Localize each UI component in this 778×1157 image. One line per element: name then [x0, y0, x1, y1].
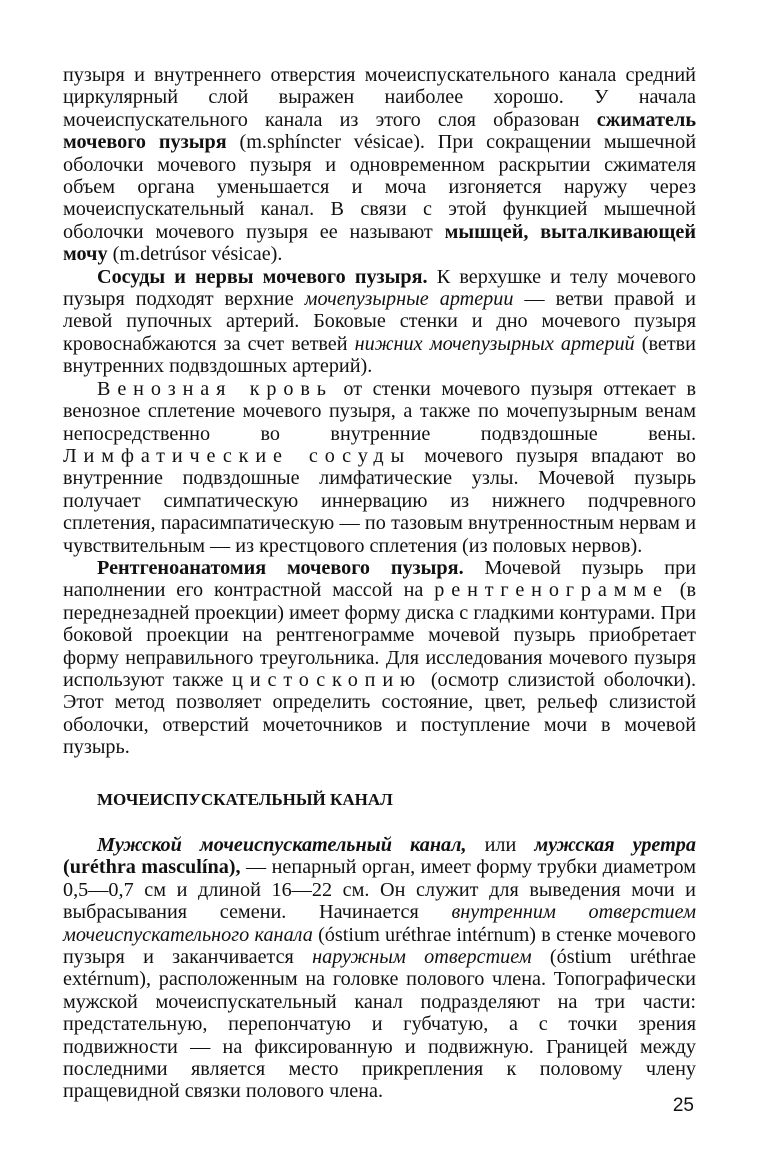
term-radiograph: рентгенограмме [434, 579, 669, 602]
term-detrusor: мышцей, выталкивающей мочу [63, 220, 696, 266]
page-number: 25 [672, 1095, 694, 1116]
paragraph-vessels-nerves: Сосуды и нервы мочевого пузыря. К верхушке и телу мочевого пузыря подходят верхние мочепузырные артерии — ветви правой и левой пупочных артерий. Боковые стенки и дно мочевого пузыря кровоснабжаются за счет ветвей нижних мочепузырных артерий (ветви внутренних подвздошных артерий). [63, 265, 696, 378]
term-urethra-masculina: (uréthra masculína), [63, 856, 241, 879]
body-text [63, 64, 696, 759]
paragraph-bladder-muscle: пузыря и внутреннего отверстия мочеиспускательного канала средний циркулярный слой выражен наиболее хорошо. У начала мочеиспускательного канала из этого слоя образован сжиматель мочевого пузыря (m.sphíncter vésicae). При сокращении мышечной оболочки мочевого пузыря и одновременном раскрытии сжимателя объем органа уменьшается и моча изгоняется наружу через мочеиспускательный канал. В связи с этой функцией мышечной оболочки мочевого пузыря ее называют мышцей, выталкивающей мочу (m.detrúsor vésicae). [63, 64, 697, 266]
paragraph-male-urethra: Мужской мочеиспускательный канал, или мужская уретра (uréthra masculína), — непарный орган, имеет форму трубки диаметром 0,5—0,7 см и длиной 16—22 см. Он служит для выведения мочи и выбрасывания семени. Начинается внутренним отверстием мочеиспускательного канала (óstium uréthrae intérnum) в стенке мочевого пузыря и заканчивается наружным отверстием (óstium uréthrae extérnum), расположенным на головке полового члена. Топографически мужской мочеиспускательный канал подразделяют на три части: предстательную, перепончатую и губчатую, а с точки зрения подвижности — на фиксированную и подвижную. Границей между последними является место прикрепления к половому члену пращевидной связки полового члена. [63, 834, 697, 1103]
term-internal-orifice: внутренним отверстием мочеиспускательного канала [63, 901, 696, 946]
section-heading: МОЧЕИСПУСКАТЕЛЬНЫЙ КАНАЛ [97, 790, 393, 809]
subheading-vessels: Сосуды и нервы мочевого пузыря. [97, 265, 428, 288]
term-external-orifice: наружным отверстием [312, 946, 532, 969]
term-lymph-vessels: Лимфатические сосуды [63, 444, 412, 467]
body-text-urethra [63, 834, 696, 1103]
term-male-urethral-canal: Мужской мочеиспускательный канал, [97, 834, 467, 856]
paragraph-xray-anatomy: Рентгеноанатомия мочевого пузыря. Мочевой пузырь при наполнении его контрастной массой на рентгенограмме (в переднезадней проекции) имеет форму диска с гладкими контурами. При боковой проекции на рентгенограмме мочевой пузырь приобретает форму неправильного треугольника. Для исследования мочевого пузыря используют также цистоскопию (осмотр слизистой оболочки). Этот метод позволяет определить состояние, цвет, рельеф слизистой оболочки, отверстий мочеточников и поступление мочи в мочевой пузырь. [63, 556, 697, 759]
term-superior-arteries: мочепузырные артерии [304, 288, 514, 311]
term-venous-blood: Венозная кровь [97, 377, 333, 400]
term-male-urethra: мужская уретра [534, 834, 696, 856]
subheading-xray: Рентгеноанатомия мочевого пузыря. [97, 556, 464, 579]
term-cystoscopy: цистоскопию [232, 668, 422, 691]
term-inferior-arteries: нижних мочепузырных артерий [354, 332, 635, 355]
term-sphincter: сжиматель мочевого пузыря [63, 108, 696, 154]
paragraph-venous-lymph: Венозная кровь от стенки мочевого пузыря оттекает в венозное сплетение мочевого пузыря, а также по мочепузырным венам непосредственно во внутренние подвздошные вены. Лимфатические сосуды мочевого пузыря впадают во внутренние подвздошные лимфатические узлы. Мочевой пузырь получает симпатическую иннервацию из нижнего подчревного сплетения, парасимпатическую — по тазовым внутренностным нервам и чувствительным — из крестцового сплетения (из половых нервов). [63, 377, 696, 557]
